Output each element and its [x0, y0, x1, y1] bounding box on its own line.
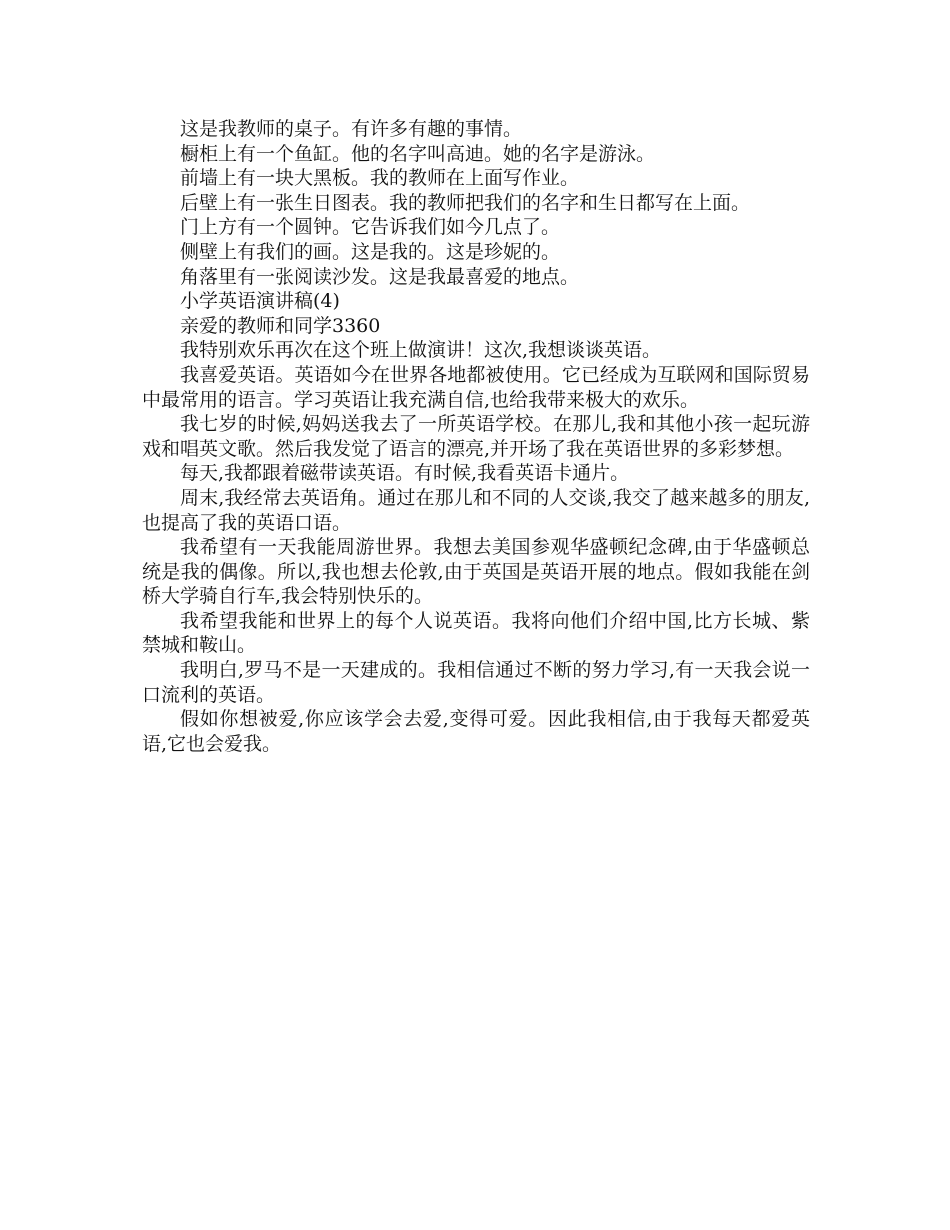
document-body	[142, 117, 810, 756]
paragraph-5: 门上方有一个圆钟。它告诉我们如今几点了。	[180, 216, 561, 239]
paragraph-6: 侧壁上有我们的画。这是我的。这是珍妮的。	[180, 240, 561, 263]
paragraph-2: 橱柜上有一个鱼缸。他的名字叫高迪。她的名字是游泳。	[180, 142, 656, 165]
paragraph-15: 我希望有一天我能周游世界。我想去美国参观华盛顿纪念碑,由于华盛顿总统是我的偶像。所以,我也想去伦敦,由于英国是英语开展的地点。假如我能在剑桥大学骑自行车,我会特别快乐的。	[142, 536, 810, 608]
paragraph-11: 我喜爱英语。英语如今在世界各地都被使用。它已经成为互联网和国际贸易中最常用的语言。学习英语让我充满自信,也给我带来极大的欢乐。	[142, 363, 810, 411]
paragraph-10: 我特别欢乐再次在这个班上做演讲！这次,我想谈谈英语。	[180, 339, 662, 362]
paragraph-12: 我七岁的时候,妈妈送我去了一所英语学校。在那儿,我和其他小孩一起玩游戏和唱英文歌。然后我发觉了语言的漂亮,并开场了我在英语世界的多彩梦想。	[142, 413, 810, 460]
paragraph-17: 我明白,罗马不是一天建成的。我相信通过不断的努力学习,有一天我会说一口流利的英语。	[142, 659, 810, 706]
salutation: 亲爱的教师和同学3360	[180, 314, 381, 337]
paragraph-4: 后壁上有一张生日图表。我的教师把我们的名字和生日都写在上面。	[180, 191, 751, 214]
paragraph-14: 周末,我经常去英语角。通过在那儿和不同的人交谈,我交了越来越多的朋友,也提高了我的英语口语。	[142, 486, 810, 534]
section-heading: 小学英语演讲稿(4)	[180, 290, 340, 313]
paragraph-1: 这是我教师的桌子。有许多有趣的事情。	[180, 118, 523, 140]
paragraph-7: 角落里有一张阅读沙发。这是我最喜爱的地点。	[180, 265, 580, 288]
paragraph-18: 假如你想被爱,你应该学会去爱,变得可爱。因此我相信,由于我每天都爱英语,它也会爱我。	[142, 708, 810, 755]
paragraph-3: 前墙上有一块大黑板。我的教师在上面写作业。	[180, 167, 580, 190]
paragraph-16: 我希望我能和世界上的每个人说英语。我将向他们介绍中国,比方长城、紫禁城和鞍山。	[142, 609, 810, 657]
paragraph-13: 每天,我都跟着磁带读英语。有时候,我看英语卡通片。	[180, 462, 630, 485]
